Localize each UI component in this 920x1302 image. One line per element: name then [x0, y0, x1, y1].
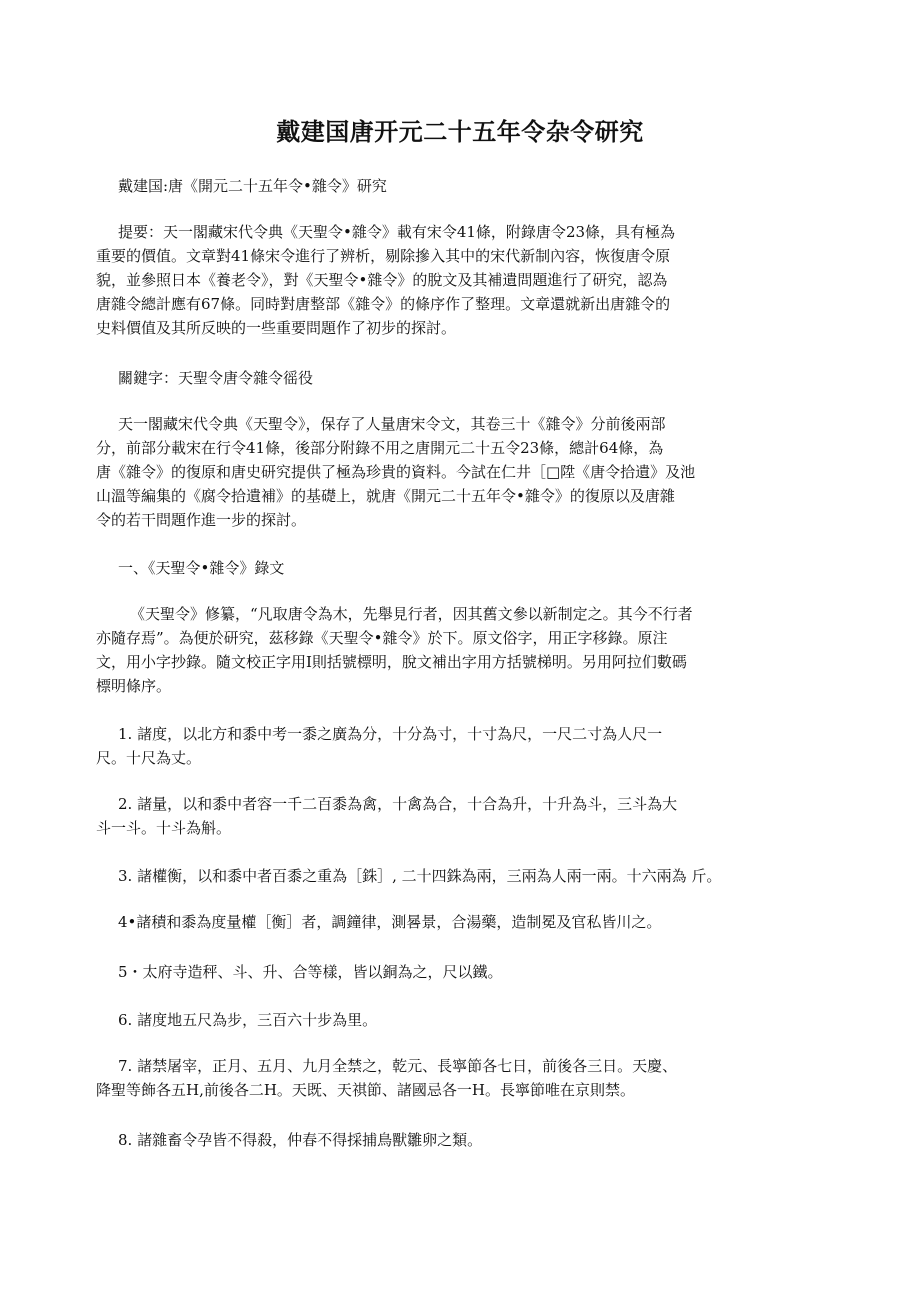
abstract-line: 貌，並參照日本《養老令》，對《天聖令•雜令》的脫文及其補遺問題進行了研究，認為 [96, 271, 668, 289]
method-paragraph [96, 602, 796, 698]
abstract-line: 提要：天一閣藏宋代令典《天聖令•雜令》載有宋令41條，附錄唐令23條，具有極為 [118, 223, 676, 241]
article-5: 5・太府寺造秤、斗、升、合等樣，皆以銅為之，尺以鐵。 [118, 963, 503, 981]
article-line: 斗一斗。十斗為斛。 [96, 819, 232, 837]
intro-line: 天一閣藏宋代令典《天聖令》，保存了人量唐宋令文，其卷三十《雜令》分前後兩部 [118, 415, 666, 433]
article-7 [96, 1054, 796, 1102]
keywords-line: 關鍵字：天聖令唐令雜令徭役 [118, 369, 314, 387]
article-line: 降聖等飾各五H,前後各二H。天既、天祺節、諸國忌各一H。長寧節唯在京則禁。 [96, 1081, 636, 1099]
method-line: 《天聖令》修纂，“凡取唐令為木，先舉見行者，因其舊文參以新制定之。其今不行者 [130, 605, 693, 623]
intro-line: 令的若干問題作進一步的探討。 [96, 511, 307, 529]
article-8: 8. 諸雜畜令孕皆不得殺，仲春不得採捕鳥獸雛卵之類。 [118, 1131, 483, 1149]
document-title: 戴建国唐开元二十五年令杂令研究 [276, 118, 644, 146]
intro-line: 唐《雜令》的復原和唐史研究提供了極為珍貴的資料。今試在仁井［□陞《唐令拾遺》及池 [96, 463, 696, 481]
article-line: 7. 諸禁屠宰，正月、五月、九月全禁之，乾元、長寧節各七日，前後各三日。天慶、 [118, 1057, 678, 1075]
method-line: 標明條序。 [96, 677, 172, 695]
article-3: 3. 諸權衡，以和黍中者百黍之重為［銖］, 二十四銖為兩，三兩為人兩一兩。十六兩為 斤。 [118, 867, 722, 885]
section-heading: 一、《天聖令•雜令》錄文 [118, 559, 285, 577]
article-1 [96, 722, 796, 770]
article-line: 1. 諸度，以北方和黍中考一黍之廣為分，十分為寸，十寸為尺，一尺二寸為人尺一 [118, 725, 663, 743]
intro-line: 山溫等編集的《腐令拾遺補》的基礎上，就唐《開元二十五年令•雜令》的復原以及唐雜 [96, 487, 675, 505]
abstract-line: 重要的價值。文章對41條宋令進行了辨析，剔除摻入其中的宋代新制內容，恢復唐令原 [96, 247, 671, 265]
method-line: 文，用小字抄錄。隨文校正字用I則括號標明，脫文補出字用方括號梯明。另用阿拉们數碼 [96, 653, 687, 671]
author-line: 戴建国:唐《開元二十五年令•雜令》研究 [118, 177, 387, 195]
intro-line: 分，前部分載宋在行令41條，後部分附錄不用之唐開元二十五令23條，總計64條，為 [96, 439, 664, 457]
abstract-line: 唐雜令總計應有67條。同時對唐整部《雜令》的條序作了整理。文章還就新出唐雜令的 [96, 295, 671, 313]
intro-paragraph [96, 412, 796, 532]
abstract-line: 史料價值及其所反映的一些重要問題作了初步的探討。 [96, 319, 457, 337]
article-2 [96, 792, 796, 840]
article-4: 4•諸積和黍為度量權［衡］者，調鐘律，測晷景，合湯藥，造制冕及官私皆川之。 [118, 913, 662, 931]
article-line: 尺。十尺為丈。 [96, 749, 202, 767]
article-6: 6. 諸度地五尺為步，三百六十步為里。 [118, 1011, 378, 1029]
article-line: 2. 諸量，以和黍中者容一千二百黍為禽，十禽為合，十合為升，十升為斗，三斗為大 [118, 795, 678, 813]
method-line: 亦隨存焉”。為便於研究，茲移錄《天聖令•雜令》於下。原文俗字，用正字移錄。原注 [96, 629, 668, 647]
abstract-paragraph [96, 220, 796, 340]
